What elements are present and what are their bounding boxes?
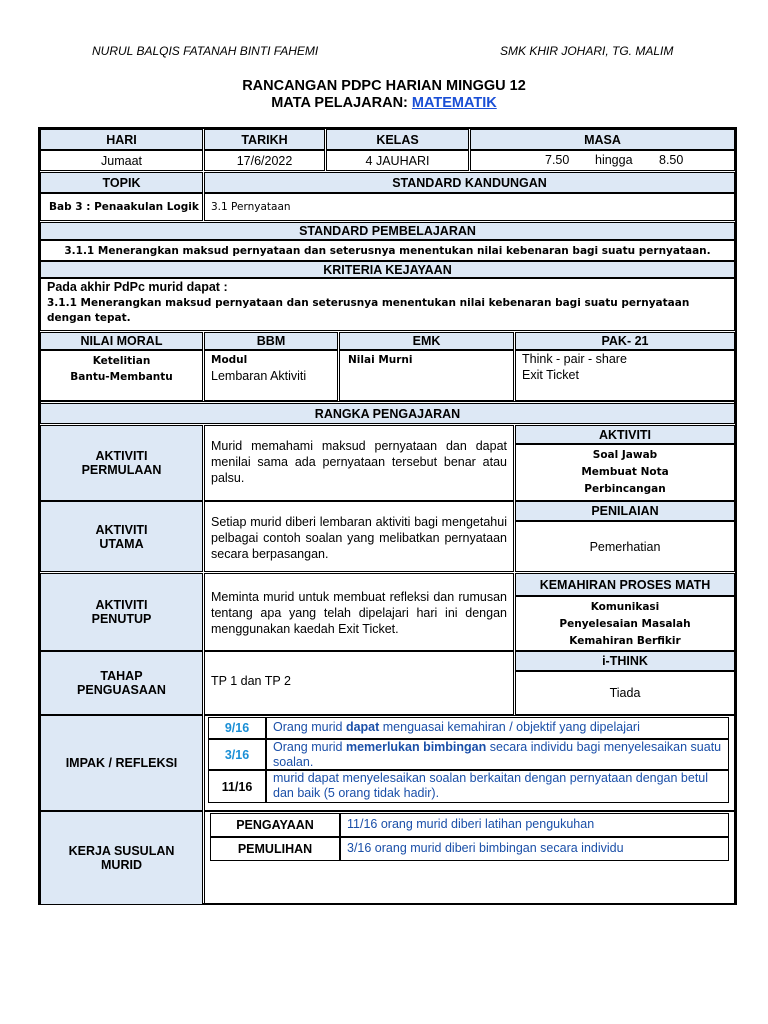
lesson-plan-table xyxy=(38,127,737,905)
nilai-moral-2: Bantu-Membantu xyxy=(70,371,173,383)
pemulihan-value: 3/16 orang murid diberi bimbingan secara individu xyxy=(340,837,729,861)
teacher-name: NURUL BALQIS FATANAH BINTI FAHEMI xyxy=(92,44,319,58)
tahap-line1: TAHAP xyxy=(100,669,143,683)
impak-1-c: menguasai kemahiran / objektif yang dipelajari xyxy=(379,720,640,734)
aktiviti-item-3: Perbincangan xyxy=(584,483,666,495)
subject-prefix: MATA PELAJARAN: xyxy=(271,95,412,111)
utama-line2: UTAMA xyxy=(99,536,144,551)
hari-value: Jumaat xyxy=(40,150,203,171)
aktiviti-header: AKTIVITI xyxy=(515,425,735,444)
masa-header: MASA xyxy=(470,129,735,150)
standard-pembelajaran-value: 3.1.1 Menerangkan maksud pernyataan dan seterusnya menentukan nilai kebenaran bagi suatu pernyataan. xyxy=(40,240,735,261)
impak-text-3: murid dapat menyelesaikan soalan berkaitan dengan pernyataan dengan betul dan baik (5 orang tidak hadir). xyxy=(266,770,729,803)
kemahiran-item-3: Kemahiran Berfikir xyxy=(569,635,681,647)
page-title: RANCANGAN PDPC HARIAN MINGGU 12 xyxy=(242,78,526,94)
tarikh-header: TARIKH xyxy=(204,129,325,150)
kerja-line2: MURID xyxy=(101,858,142,872)
emk-header: EMK xyxy=(339,332,514,350)
aktiviti-list xyxy=(515,444,735,501)
bbm-2: Lembaran Aktiviti xyxy=(211,369,307,383)
pengayaan-value: 11/16 orang murid diberi latihan pengukuhan xyxy=(340,813,729,837)
bbm-1: Modul xyxy=(211,354,248,366)
tahap-penguasaan-label xyxy=(40,651,203,715)
pak21-1: Think - pair - share xyxy=(522,352,627,366)
impak-refleksi-label: IMPAK / REFLEKSI xyxy=(40,715,203,811)
kemahiran-header: KEMAHIRAN PROSES MATH xyxy=(515,573,735,596)
standard-kandungan-value: 3.1 Pernyataan xyxy=(204,193,735,221)
penutup-text: Meminta murid untuk membuat refleksi dan rumusan tentang apa yang telah dipelajari hari ini dengan menggunakan kaedah Exit Ticket. xyxy=(204,573,514,651)
nilai-moral-1: Ketelitian xyxy=(92,355,151,367)
topik-header: TOPIK xyxy=(40,172,203,193)
pengayaan-label: PENGAYAAN xyxy=(210,813,340,837)
bbm-value xyxy=(204,350,338,401)
utama-text: Setiap murid diberi lembaran aktiviti bagi mengetahui pelbagai contoh soalan yang melibatkan pernyataan secara berpasangan. xyxy=(204,501,514,572)
subject-line xyxy=(0,95,768,111)
utama-line1: AKTIVITI xyxy=(95,522,148,537)
penutup-line2: PENUTUP xyxy=(91,612,152,626)
pak21-value xyxy=(515,350,735,401)
ithink-header: i-THINK xyxy=(515,651,735,671)
impak-1-b: dapat xyxy=(345,720,380,734)
bbm-header: BBM xyxy=(204,332,338,350)
pak21-header: PAK- 21 xyxy=(515,332,735,350)
impak-count-2: 3/16 xyxy=(208,739,266,770)
impak-text-2 xyxy=(266,739,729,770)
tahap-text: TP 1 dan TP 2 xyxy=(204,651,514,715)
penilaian-value: Pemerhatian xyxy=(515,521,735,572)
aktiviti-utama-label xyxy=(40,501,203,572)
impak-count-1: 9/16 xyxy=(208,717,266,739)
impak-count-3: 11/16 xyxy=(208,770,266,803)
kriteria-kejayaan-header: KRITERIA KEJAYAAN xyxy=(40,261,735,278)
nilai-moral-header: NILAI MORAL xyxy=(40,332,203,350)
kemahiran-list xyxy=(515,596,735,651)
masa-hingga: hingga xyxy=(595,153,633,167)
aktiviti-item-2: Membuat Nota xyxy=(581,466,669,478)
rangka-header: RANGKA PENGAJARAN xyxy=(40,403,735,424)
kerja-line1: KERJA SUSULAN xyxy=(68,844,175,858)
masa-end: 8.50 xyxy=(659,153,684,167)
permulaan-text: Murid memahami maksud pernyataan dan dapat menilai sama ada pernyataan tersebut benar atau palsu. xyxy=(204,425,514,501)
penutup-line1: AKTIVITI xyxy=(95,598,148,612)
nilai-moral-value xyxy=(40,350,203,401)
impak-text-1 xyxy=(266,717,729,739)
standard-pembelajaran-header: STANDARD PEMBELAJARAN xyxy=(40,222,735,240)
masa-start: 7.50 xyxy=(545,153,570,167)
aktiviti-item-1: Soal Jawab xyxy=(592,449,658,461)
kriteria-kejayaan-body xyxy=(40,278,735,331)
aktiviti-permulaan-label xyxy=(40,425,203,501)
ithink-value: Tiada xyxy=(515,671,735,715)
permulaan-line1: AKTIVITI xyxy=(95,449,148,463)
kelas-value: 4 JAUHARI xyxy=(326,150,469,171)
impak-2-a: Orang murid xyxy=(273,740,346,754)
impak-2-c: secara individu bagi menyelesaikan suatu soalan. xyxy=(273,740,722,769)
kemahiran-item-1: Komunikasi xyxy=(590,601,660,613)
tahap-line2: PENGUASAAN xyxy=(77,683,166,697)
kriteria-intro: Pada akhir PdPc murid dapat : xyxy=(47,280,228,294)
permulaan-line2: PERMULAAN xyxy=(81,463,162,477)
kriteria-text: 3.1.1 Menerangkan maksud pernyataan dan seterusnya menentukan nilai kebenaran bagi suatu pernyataan dengan tepat. xyxy=(47,297,690,324)
topik-value: Bab 3 : Penaakulan Logik xyxy=(40,193,203,221)
kemahiran-item-2: Penyelesaian Masalah xyxy=(559,618,691,630)
impak-2-b: memerlukan bimbingan xyxy=(345,740,487,754)
impak-1-a: Orang murid xyxy=(273,720,346,734)
school-name: SMK KHIR JOHARI, TG. MALIM xyxy=(500,44,674,58)
tarikh-value: 17/6/2022 xyxy=(204,150,325,171)
pemulihan-label: PEMULIHAN xyxy=(210,837,340,861)
kelas-header: KELAS xyxy=(326,129,469,150)
aktiviti-penutup-label xyxy=(40,573,203,651)
masa-value xyxy=(470,150,735,171)
hari-header: HARI xyxy=(40,129,203,150)
pak21-2: Exit Ticket xyxy=(522,368,579,382)
emk-value: Nilai Murni xyxy=(339,350,514,401)
kerja-susulan-label xyxy=(40,811,203,905)
penilaian-header: PENILAIAN xyxy=(515,501,735,521)
subject-link[interactable]: MATEMATIK xyxy=(411,95,497,111)
standard-kandungan-header: STANDARD KANDUNGAN xyxy=(204,172,735,193)
